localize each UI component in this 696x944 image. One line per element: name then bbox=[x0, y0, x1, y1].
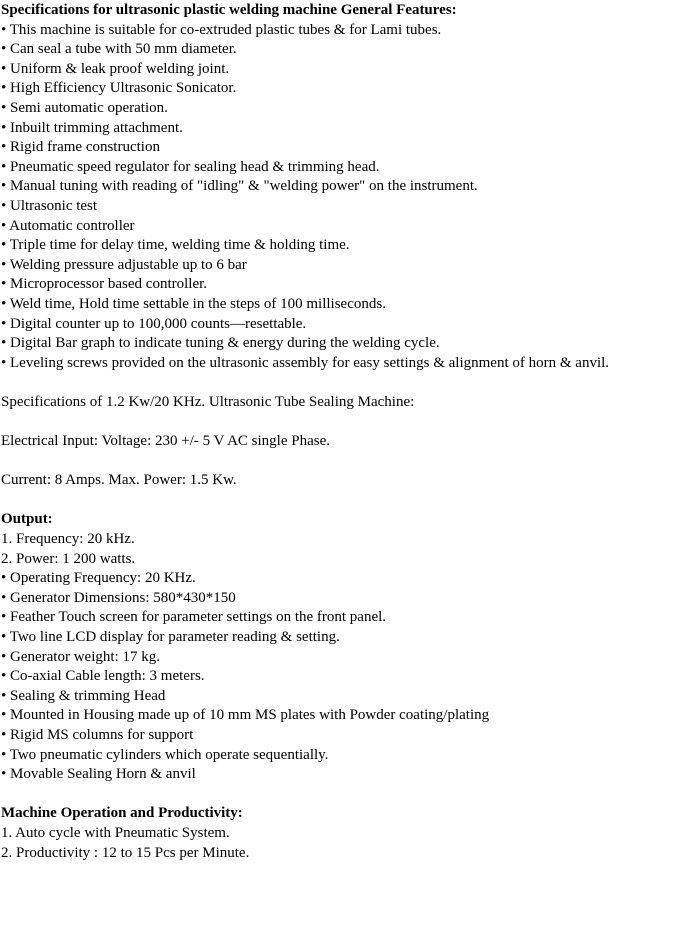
list-item: • Triple time for delay time, welding time & holding time. bbox=[1, 237, 350, 254]
list-item: • This machine is suitable for co-extruded plastic tubes & for Lami tubes. bbox=[1, 21, 442, 38]
list-item: 2. Power: 1 200 watts. bbox=[1, 550, 136, 567]
list-item: • Generator Dimensions: 580*430*150 bbox=[1, 589, 236, 606]
list-item: 2. Productivity : 12 to 15 Pcs per Minute. bbox=[1, 844, 250, 861]
list-item: • Feather Touch screen for parameter settings on the front panel. bbox=[1, 609, 387, 626]
list-item: • Can seal a tube with 50 mm diameter. bbox=[1, 41, 237, 58]
list-item: • Digital counter up to 100,000 counts—resettable. bbox=[1, 315, 307, 332]
spacer bbox=[1, 412, 691, 432]
list-item: • Co-axial Cable length: 3 meters. bbox=[1, 668, 205, 685]
list-item: • Inbuilt trimming attachment. bbox=[1, 119, 183, 136]
spec-line: Specifications of 1.2 Kw/20 KHz. Ultrasonic Tube Sealing Machine: bbox=[1, 393, 415, 410]
list-item: • Sealing & trimming Head bbox=[1, 687, 166, 704]
list-item: • Automatic controller bbox=[1, 217, 135, 234]
spacer bbox=[1, 373, 691, 393]
list-item: • Manual tuning with reading of "idling" & "welding power" on the instrument. bbox=[1, 178, 478, 195]
list-item: • Semi automatic operation. bbox=[1, 99, 168, 116]
operation-heading: Machine Operation and Productivity: bbox=[1, 805, 243, 822]
features-heading: Specifications for ultrasonic plastic welding machine General Features: bbox=[1, 2, 457, 18]
list-item: • Pneumatic speed regulator for sealing head & trimming head. bbox=[1, 158, 380, 175]
current-line: Current: 8 Amps. Max. Power: 1.5 Kw. bbox=[1, 472, 237, 489]
operation-list bbox=[1, 824, 691, 863]
list-item: • Weld time, Hold time settable in the steps of 100 milliseconds. bbox=[1, 295, 386, 312]
list-item: • Rigid MS columns for support bbox=[1, 726, 194, 743]
list-item: • Microprocessor based controller. bbox=[1, 276, 208, 293]
list-item: • Two pneumatic cylinders which operate sequentially. bbox=[1, 746, 329, 763]
list-item: • Welding pressure adjustable up to 6 bar bbox=[1, 256, 247, 273]
list-item: • Rigid frame construction bbox=[1, 139, 160, 156]
list-item: • High Efficiency Ultrasonic Sonicator. bbox=[1, 80, 237, 97]
spacer bbox=[1, 785, 691, 805]
list-item: • Operating Frequency: 20 KHz. bbox=[1, 570, 196, 587]
list-item: • Digital Bar graph to indicate tuning & energy during the welding cycle. bbox=[1, 335, 440, 352]
spacer bbox=[1, 491, 691, 511]
features-list bbox=[1, 21, 691, 374]
list-item: • Movable Sealing Horn & anvil bbox=[1, 766, 196, 783]
list-item: • Mounted in Housing made up of 10 mm MS plates with Powder coating/plating bbox=[1, 707, 490, 724]
spacer bbox=[1, 452, 691, 472]
output-heading: Output: bbox=[1, 511, 53, 528]
list-item: • Uniform & leak proof welding joint. bbox=[1, 60, 230, 77]
list-item: • Two line LCD display for parameter reading & setting. bbox=[1, 629, 340, 645]
list-item: 1. Auto cycle with Pneumatic System. bbox=[1, 824, 230, 841]
list-item: • Leveling screws provided on the ultrasonic assembly for easy settings & alignment of horn & anvil. bbox=[1, 354, 610, 371]
list-item: 1. Frequency: 20 kHz. bbox=[1, 531, 135, 548]
list-item: • Ultrasonic test bbox=[1, 197, 98, 214]
electrical-input-line: Electrical Input: Voltage: 230 +/- 5 V AC single Phase. bbox=[1, 433, 330, 450]
output-list bbox=[1, 530, 691, 785]
list-item: • Generator weight: 17 kg. bbox=[1, 648, 160, 665]
